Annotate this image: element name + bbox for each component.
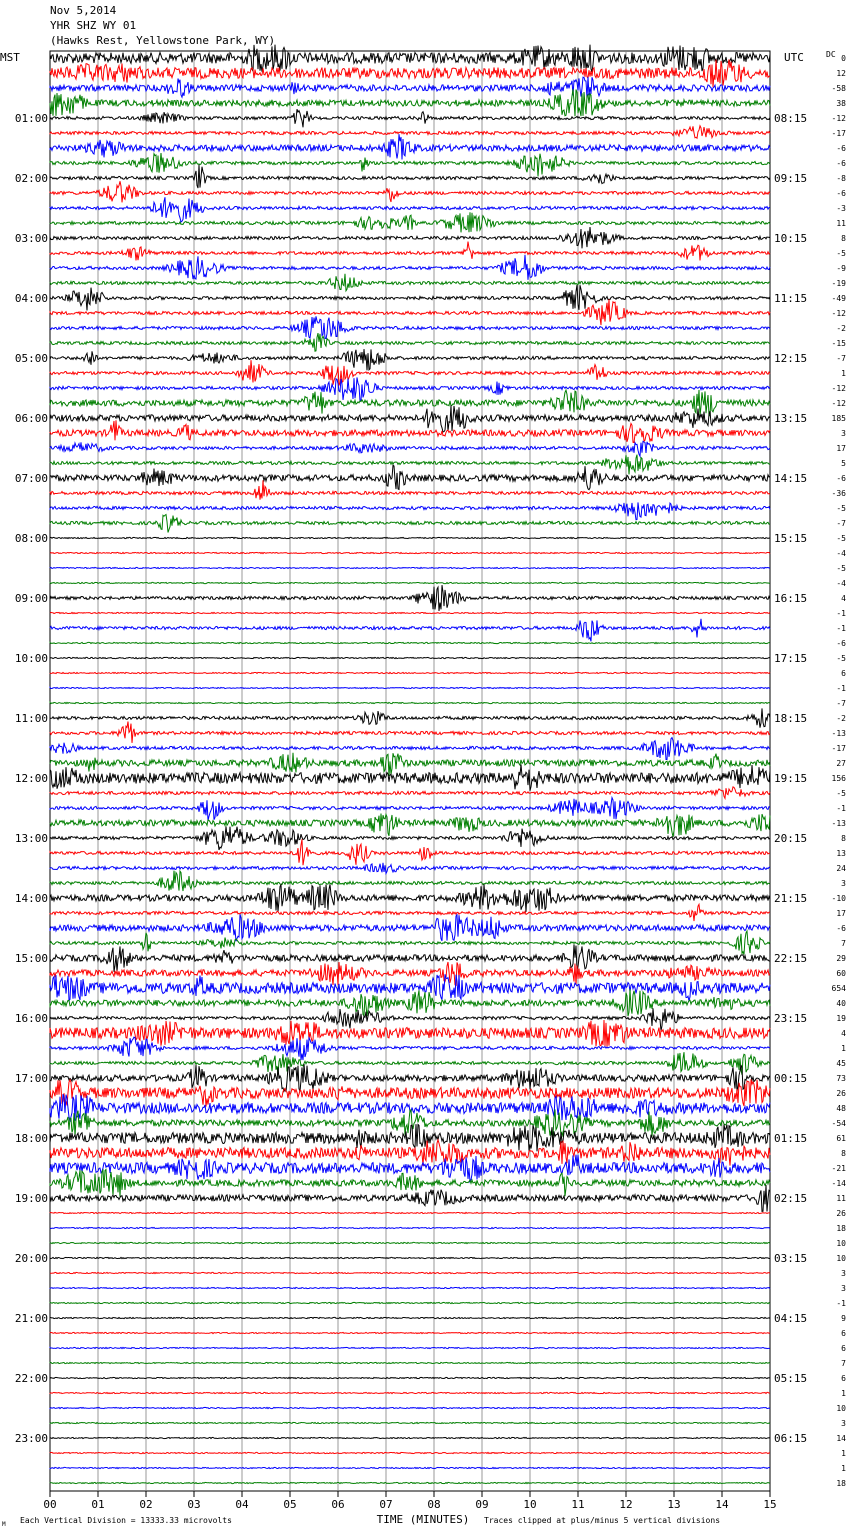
trace-row-81 xyxy=(50,1272,770,1273)
dc-offset-value: 9 xyxy=(841,1314,846,1323)
dc-offset-value: 19 xyxy=(836,1014,846,1023)
mst-hour-label: 23:00 xyxy=(14,1432,48,1445)
trace-row-18 xyxy=(50,316,770,338)
mst-hour-label: 04:00 xyxy=(14,292,48,305)
trace-row-49 xyxy=(50,787,770,798)
dc-offset-value: 6 xyxy=(841,669,846,678)
trace-row-70 xyxy=(50,1094,770,1122)
trace-row-9 xyxy=(50,181,770,202)
dc-offset-value: -3 xyxy=(836,204,846,213)
mst-hour-label: 16:00 xyxy=(14,1012,48,1025)
x-tick-label: 00 xyxy=(43,1498,57,1511)
utc-hour-label: 17:15 xyxy=(774,652,808,665)
trace-row-33 xyxy=(50,552,770,553)
dc-offset-value: 1 xyxy=(841,1464,846,1473)
x-tick-label: 14 xyxy=(715,1498,729,1511)
trace-row-16 xyxy=(50,285,770,311)
dc-offset-value: 4 xyxy=(841,1029,846,1038)
dc-offset-value: -19 xyxy=(831,279,846,288)
dc-offset-value: 3 xyxy=(841,1419,846,1428)
dc-offset-value: 185 xyxy=(831,414,846,423)
dc-offset-value: 40 xyxy=(836,999,846,1008)
dc-offset-value: 12 xyxy=(836,69,846,78)
x-tick-label: 13 xyxy=(667,1498,681,1511)
trace-row-43 xyxy=(50,702,770,703)
utc-hour-label: 09:15 xyxy=(774,172,808,185)
trace-row-13 xyxy=(50,242,770,261)
x-tick-label: 01 xyxy=(91,1498,105,1511)
trace-row-68 xyxy=(50,1064,770,1092)
dc-offset-value: 6 xyxy=(841,1344,846,1353)
left-timezone-label: MST xyxy=(0,51,20,64)
utc-hour-label: 21:15 xyxy=(774,892,808,905)
trace-row-5 xyxy=(50,126,770,138)
dc-offset-value: -1 xyxy=(836,624,846,633)
utc-hour-label: 04:15 xyxy=(774,1312,808,1325)
dc-offset-value: 27 xyxy=(836,759,846,768)
trace-row-89 xyxy=(50,1392,770,1393)
dc-offset-value: -7 xyxy=(836,699,846,708)
trace-row-48 xyxy=(50,765,770,791)
dc-offset-value: -5 xyxy=(836,504,846,513)
dc-offset-value: 24 xyxy=(836,864,846,873)
trace-row-46 xyxy=(50,738,770,760)
dc-offset-value: 654 xyxy=(831,984,846,993)
dc-offset-value: -8 xyxy=(836,174,846,183)
trace-row-30 xyxy=(50,502,770,519)
trace-row-56 xyxy=(50,884,770,912)
dc-offset-value: 7 xyxy=(841,939,846,948)
trace-row-26 xyxy=(50,441,770,456)
trace-row-59 xyxy=(50,931,770,954)
utc-hour-label: 19:15 xyxy=(774,772,808,785)
dc-offset-value: 61 xyxy=(836,1134,846,1143)
dc-offset-value: 10 xyxy=(836,1404,846,1413)
utc-hour-label: 13:15 xyxy=(774,412,808,425)
dc-offset-value: -54 xyxy=(831,1119,846,1128)
dc-offset-value: 1 xyxy=(841,1449,846,1458)
trace-row-15 xyxy=(50,274,770,291)
dc-offset-value: 18 xyxy=(836,1224,846,1233)
trace-row-38 xyxy=(50,619,770,642)
mst-hour-label: 17:00 xyxy=(14,1072,48,1085)
trace-row-25 xyxy=(50,420,770,442)
mst-hour-label: 08:00 xyxy=(14,532,48,545)
dc-offset-value: 0 xyxy=(841,54,846,63)
trace-row-19 xyxy=(50,333,770,351)
trace-row-2 xyxy=(50,77,770,99)
trace-row-42 xyxy=(50,687,770,688)
dc-offset-value: 3 xyxy=(841,1269,846,1278)
chart-title: YHR SHZ WY 01 xyxy=(50,19,137,32)
mst-hour-label: 05:00 xyxy=(14,352,48,365)
trace-row-21 xyxy=(50,360,770,385)
dc-offset-value: -13 xyxy=(831,819,846,828)
dc-offset-value: -17 xyxy=(831,744,846,753)
trace-row-32 xyxy=(50,537,770,538)
trace-row-92 xyxy=(50,1437,770,1438)
dc-offset-value: -15 xyxy=(831,339,846,348)
x-tick-label: 11 xyxy=(571,1498,585,1511)
x-tick-label: 05 xyxy=(283,1498,297,1511)
trace-row-37 xyxy=(50,612,770,613)
trace-row-94 xyxy=(50,1467,770,1468)
dc-offset-value: -7 xyxy=(836,519,846,528)
dc-offset-value: -5 xyxy=(836,564,846,573)
x-tick-label: 09 xyxy=(475,1498,489,1511)
trace-row-53 xyxy=(50,839,770,865)
trace-row-22 xyxy=(50,377,770,401)
dc-offset-value: 10 xyxy=(836,1254,846,1263)
dc-offset-value: -5 xyxy=(836,249,846,258)
dc-offset-value: -7 xyxy=(836,354,846,363)
trace-row-20 xyxy=(50,349,770,370)
dc-offset-value: -6 xyxy=(836,144,846,153)
mst-hour-label: 13:00 xyxy=(14,832,48,845)
dc-offset-value: -1 xyxy=(836,684,846,693)
trace-row-4 xyxy=(50,109,770,127)
trace-row-91 xyxy=(50,1422,770,1423)
trace-row-12 xyxy=(50,227,770,248)
utc-hour-label: 02:15 xyxy=(774,1192,808,1205)
mst-hour-label: 11:00 xyxy=(14,712,48,725)
dc-offset-value: -9 xyxy=(836,264,846,273)
utc-hour-label: 16:15 xyxy=(774,592,808,605)
dc-offset-value: -4 xyxy=(836,549,846,558)
x-tick-label: 06 xyxy=(331,1498,345,1511)
x-tick-label: 10 xyxy=(523,1498,537,1511)
utc-hour-label: 11:15 xyxy=(774,292,808,305)
utc-hour-label: 22:15 xyxy=(774,952,808,965)
dc-offset-value: -1 xyxy=(836,804,846,813)
trace-row-58 xyxy=(50,914,770,941)
trace-row-90 xyxy=(50,1407,770,1408)
footer-mark: M xyxy=(2,1521,6,1528)
dc-offset-value: 4 xyxy=(841,594,846,603)
clip-note: Traces clipped at plus/minus 5 vertical divisions xyxy=(484,1516,721,1525)
mst-hour-label: 06:00 xyxy=(14,412,48,425)
dc-offset-value: 6 xyxy=(841,1329,846,1338)
trace-row-85 xyxy=(50,1332,770,1333)
mst-hour-label: 01:00 xyxy=(14,112,48,125)
trace-row-80 xyxy=(50,1257,770,1258)
dc-offset-value: 7 xyxy=(841,1359,846,1368)
utc-hour-label: 06:15 xyxy=(774,1432,808,1445)
trace-row-79 xyxy=(50,1242,770,1243)
trace-row-1 xyxy=(50,60,770,87)
trace-row-28 xyxy=(50,465,770,490)
x-tick-label: 15 xyxy=(763,1498,777,1511)
dc-offset-value: 3 xyxy=(841,879,846,888)
dc-offset-value: 17 xyxy=(836,444,846,453)
trace-row-8 xyxy=(50,165,770,188)
trace-row-52 xyxy=(50,827,770,850)
dc-offset-value: -12 xyxy=(831,399,846,408)
dc-offset-value: 13 xyxy=(836,849,846,858)
x-tick-label: 03 xyxy=(187,1498,201,1511)
dc-offset-value: 60 xyxy=(836,969,846,978)
dc-offset-value: -2 xyxy=(836,714,846,723)
trace-row-62 xyxy=(50,974,770,1001)
scale-note: Each Vertical Division = 13333.33 microvolts xyxy=(20,1516,232,1525)
dc-offset-value: 11 xyxy=(836,219,846,228)
x-tick-label: 02 xyxy=(139,1498,153,1511)
dc-offset-header: DC xyxy=(826,50,836,59)
chart-date: Nov 5,2014 xyxy=(50,4,117,17)
x-axis-label: TIME (MINUTES) xyxy=(376,1513,470,1526)
dc-offset-value: -6 xyxy=(836,474,846,483)
dc-offset-value: -5 xyxy=(836,789,846,798)
right-timezone-label: UTC xyxy=(784,51,804,64)
trace-row-29 xyxy=(50,480,770,499)
trace-row-14 xyxy=(50,255,770,280)
dc-offset-value: 5 xyxy=(841,459,846,468)
dc-offset-value: 45 xyxy=(836,1059,846,1068)
trace-row-45 xyxy=(50,722,770,743)
trace-row-84 xyxy=(50,1317,770,1318)
trace-row-63 xyxy=(50,989,770,1016)
trace-row-24 xyxy=(50,405,770,432)
trace-row-61 xyxy=(50,962,770,985)
dc-offset-value: 17 xyxy=(836,909,846,918)
utc-hour-label: 15:15 xyxy=(774,532,808,545)
trace-row-50 xyxy=(50,798,770,821)
dc-offset-value: -12 xyxy=(831,114,846,123)
dc-offset-value: 3 xyxy=(841,1284,846,1293)
utc-hour-label: 05:15 xyxy=(774,1372,808,1385)
dc-offset-value: -5 xyxy=(836,654,846,663)
dc-offset-value: 8 xyxy=(841,834,846,843)
dc-offset-value: -4 xyxy=(836,579,846,588)
utc-hour-label: 14:15 xyxy=(774,472,808,485)
trace-row-34 xyxy=(50,567,770,568)
trace-row-3 xyxy=(50,89,770,116)
dc-offset-value: -36 xyxy=(831,489,846,498)
trace-row-64 xyxy=(50,1008,770,1031)
trace-row-35 xyxy=(50,582,770,583)
trace-row-93 xyxy=(50,1452,770,1453)
dc-offset-value: 14 xyxy=(836,1434,846,1443)
dc-offset-value: 1 xyxy=(841,1044,846,1053)
trace-row-77 xyxy=(50,1212,770,1213)
dc-offset-value: -1 xyxy=(836,609,846,618)
utc-hour-label: 10:15 xyxy=(774,232,808,245)
mst-hour-label: 19:00 xyxy=(14,1192,48,1205)
dc-offset-value: -1 xyxy=(836,1299,846,1308)
mst-hour-label: 20:00 xyxy=(14,1252,48,1265)
trace-row-47 xyxy=(50,753,770,776)
trace-row-40 xyxy=(50,657,770,658)
mst-hour-label: 21:00 xyxy=(14,1312,48,1325)
dc-offset-value: 26 xyxy=(836,1089,846,1098)
x-tick-label: 07 xyxy=(379,1498,393,1511)
dc-offset-value: -5 xyxy=(836,534,846,543)
trace-row-76 xyxy=(50,1185,770,1212)
x-tick-label: 12 xyxy=(619,1498,633,1511)
mst-hour-label: 10:00 xyxy=(14,652,48,665)
trace-row-44 xyxy=(50,708,770,727)
dc-offset-value: 156 xyxy=(831,774,846,783)
dc-offset-value: -6 xyxy=(836,189,846,198)
x-tick-label: 08 xyxy=(427,1498,441,1511)
mst-hour-label: 14:00 xyxy=(14,892,48,905)
dc-offset-value: 38 xyxy=(836,99,846,108)
trace-row-95 xyxy=(50,1482,770,1483)
dc-offset-value: -17 xyxy=(831,129,846,138)
dc-offset-value: -14 xyxy=(831,1179,846,1188)
dc-offset-value: 26 xyxy=(836,1209,846,1218)
trace-row-82 xyxy=(50,1287,770,1288)
trace-row-41 xyxy=(50,672,770,673)
dc-offset-value: -6 xyxy=(836,639,846,648)
mst-hour-label: 18:00 xyxy=(14,1132,48,1145)
trace-row-57 xyxy=(50,904,770,921)
mst-hour-label: 09:00 xyxy=(14,592,48,605)
trace-row-31 xyxy=(50,515,770,533)
dc-offset-value: 29 xyxy=(836,954,846,963)
trace-row-88 xyxy=(50,1377,770,1378)
dc-offset-value: 3 xyxy=(841,429,846,438)
utc-hour-label: 23:15 xyxy=(774,1012,808,1025)
mst-hour-label: 02:00 xyxy=(14,172,48,185)
dc-offset-value: -13 xyxy=(831,729,846,738)
dc-offset-value: -49 xyxy=(831,294,846,303)
dc-offset-value: -2 xyxy=(836,324,846,333)
dc-offset-value: -10 xyxy=(831,894,846,903)
dc-offset-value: -12 xyxy=(831,309,846,318)
trace-row-11 xyxy=(50,212,770,232)
utc-hour-label: 01:15 xyxy=(774,1132,808,1145)
trace-row-73 xyxy=(50,1140,770,1166)
dc-offset-value: 10 xyxy=(836,1239,846,1248)
dc-offset-value: 73 xyxy=(836,1074,846,1083)
utc-hour-label: 12:15 xyxy=(774,352,808,365)
dc-offset-value: 11 xyxy=(836,1194,846,1203)
dc-offset-value: 8 xyxy=(841,234,846,243)
trace-row-7 xyxy=(50,153,770,177)
trace-row-60 xyxy=(50,944,770,971)
trace-row-86 xyxy=(50,1347,770,1348)
dc-offset-value: -6 xyxy=(836,924,846,933)
trace-row-39 xyxy=(50,642,770,643)
trace-row-51 xyxy=(50,814,770,837)
utc-hour-label: 08:15 xyxy=(774,112,808,125)
dc-offset-value: 18 xyxy=(836,1479,846,1488)
trace-row-69 xyxy=(50,1079,770,1106)
utc-hour-label: 03:15 xyxy=(774,1252,808,1265)
x-tick-label: 04 xyxy=(235,1498,249,1511)
trace-row-17 xyxy=(50,299,770,325)
trace-row-36 xyxy=(50,585,770,611)
dc-offset-value: -6 xyxy=(836,159,846,168)
dc-offset-value: 8 xyxy=(841,1149,846,1158)
trace-row-87 xyxy=(50,1362,770,1363)
trace-row-54 xyxy=(50,863,770,874)
mst-hour-label: 15:00 xyxy=(14,952,48,965)
dc-offset-value: -58 xyxy=(831,84,846,93)
trace-row-78 xyxy=(50,1227,770,1228)
dc-offset-value: -12 xyxy=(831,384,846,393)
dc-offset-value: -21 xyxy=(831,1164,846,1173)
station-location: (Hawks Rest, Yellowstone Park, WY) xyxy=(50,34,276,47)
mst-hour-label: 03:00 xyxy=(14,232,48,245)
trace-row-75 xyxy=(50,1170,770,1197)
trace-row-67 xyxy=(50,1052,770,1075)
dc-offset-value: 1 xyxy=(841,1389,846,1398)
dc-offset-value: 6 xyxy=(841,1374,846,1383)
utc-hour-label: 20:15 xyxy=(774,832,808,845)
trace-row-83 xyxy=(50,1302,770,1303)
trace-row-55 xyxy=(50,871,770,891)
trace-row-23 xyxy=(50,390,770,416)
utc-hour-label: 18:15 xyxy=(774,712,808,725)
dc-offset-value: 48 xyxy=(836,1104,846,1113)
utc-hour-label: 00:15 xyxy=(774,1072,808,1085)
mst-hour-label: 22:00 xyxy=(14,1372,48,1385)
dc-offset-value: 1 xyxy=(841,369,846,378)
mst-hour-label: 12:00 xyxy=(14,772,48,785)
mst-hour-label: 07:00 xyxy=(14,472,48,485)
